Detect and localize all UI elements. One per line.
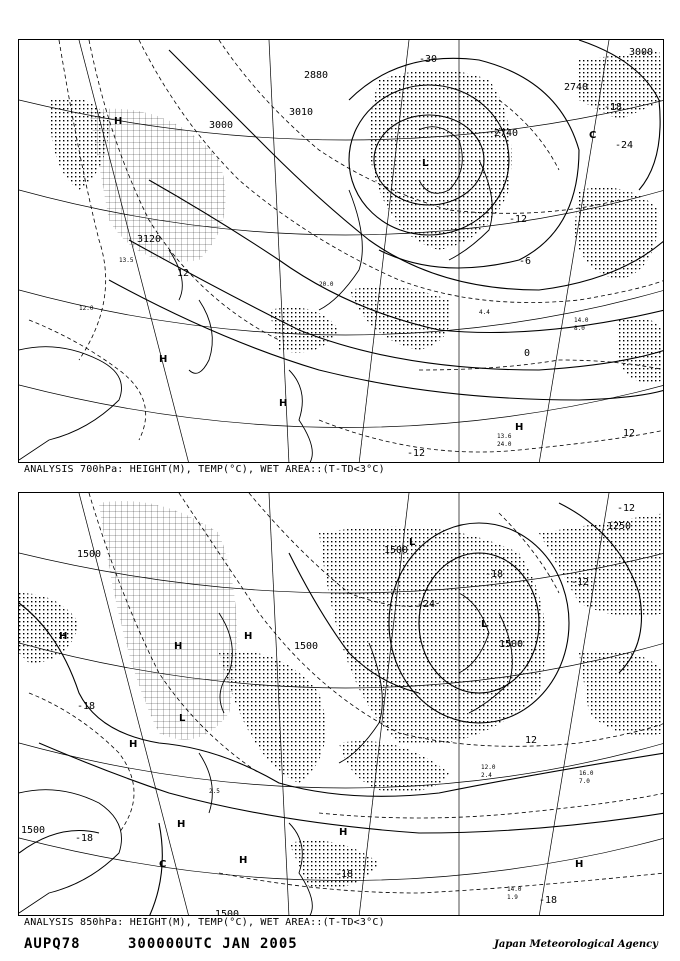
agency-name: Japan Meteorological Agency bbox=[494, 939, 658, 950]
pressure-center: H bbox=[244, 631, 253, 642]
temp-label: -12 bbox=[407, 448, 426, 459]
station-value: 8.0 bbox=[574, 325, 585, 332]
temp-label: -18 bbox=[539, 895, 558, 906]
height-label: 2740 bbox=[564, 82, 589, 93]
temp-label: -18 bbox=[335, 869, 354, 880]
map-700hpa bbox=[18, 39, 664, 463]
pressure-center: H bbox=[129, 739, 138, 750]
pressure-center: H bbox=[174, 641, 183, 652]
station-value: 2.4 bbox=[481, 772, 492, 779]
temp-label: 12 bbox=[525, 735, 538, 746]
height-label: 1250 bbox=[607, 521, 632, 532]
temp-contours-700 bbox=[29, 40, 664, 452]
valid-time: 300000UTC JAN 2005 bbox=[128, 936, 298, 952]
height-label: 3010 bbox=[289, 107, 314, 118]
station-value: 7.0 bbox=[579, 778, 590, 785]
height-label: 2880 bbox=[304, 70, 329, 81]
pressure-center: H bbox=[114, 116, 123, 127]
temp-label: -24 bbox=[615, 140, 634, 151]
height-label: 1500 bbox=[499, 639, 524, 650]
temp-label: -12 bbox=[571, 577, 590, 588]
temp-label: -24 bbox=[417, 599, 436, 610]
temp-label: 0 bbox=[524, 348, 531, 359]
pressure-center: H bbox=[575, 859, 584, 870]
temp-label: -18 bbox=[75, 833, 94, 844]
station-value: 14.0 bbox=[574, 317, 589, 324]
station-value: 2.5 bbox=[209, 788, 220, 795]
temp-label: -18 bbox=[604, 102, 623, 113]
height-label: 1500 bbox=[215, 909, 240, 917]
map-850hpa bbox=[18, 492, 664, 916]
temp-label: -12 bbox=[617, 503, 636, 514]
height-label: 3000 bbox=[209, 120, 234, 131]
pressure-center: L bbox=[409, 537, 416, 548]
height-label: 3000 bbox=[629, 47, 654, 58]
station-value: 12.0 bbox=[481, 764, 496, 771]
station-value: 12.0 bbox=[79, 305, 94, 312]
station-value: 13.5 bbox=[119, 257, 134, 264]
height-label: 1500 bbox=[77, 549, 102, 560]
pressure-center: L bbox=[422, 158, 429, 169]
station-value: 1.9 bbox=[507, 894, 518, 901]
pressure-center: H bbox=[59, 631, 68, 642]
pressure-center: H bbox=[515, 422, 524, 433]
pressure-center: H bbox=[239, 855, 248, 866]
station-value: 20.0 bbox=[319, 281, 334, 288]
temp-label: 12 bbox=[177, 268, 190, 279]
temp-label: 12 bbox=[623, 428, 636, 439]
pressure-center: C bbox=[589, 130, 597, 141]
height-label: 2740 bbox=[494, 128, 519, 139]
temp-label: -30 bbox=[419, 54, 438, 65]
height-label: 1500 bbox=[294, 641, 319, 652]
station-value: 13.6 bbox=[497, 433, 512, 440]
pressure-center: H bbox=[177, 819, 186, 830]
wet-areas-700 bbox=[49, 50, 664, 383]
temp-label: -18 bbox=[77, 701, 96, 712]
pressure-center: L bbox=[179, 713, 186, 724]
station-value: 4.4 bbox=[479, 309, 490, 316]
map-850hpa-canvas bbox=[19, 493, 664, 916]
height-label: 1500 bbox=[21, 825, 46, 836]
temp-label: -18 bbox=[485, 569, 504, 580]
map-700hpa-canvas bbox=[19, 40, 664, 463]
station-value: 16.0 bbox=[579, 770, 594, 777]
map-700hpa-caption: ANALYSIS 700hPa: HEIGHT(M), TEMP(°C), WET AREA::(T-TD<3°C) bbox=[24, 464, 385, 475]
station-value: 14.0 bbox=[507, 886, 522, 893]
pressure-center: H bbox=[339, 827, 348, 838]
height-label: 1500 bbox=[384, 545, 409, 556]
pressure-center: H bbox=[279, 398, 288, 409]
product-code: AUPQ78 bbox=[24, 936, 81, 952]
temp-label: -12 bbox=[509, 214, 528, 225]
temp-label: -6 bbox=[519, 256, 532, 267]
height-label: 3120 bbox=[137, 234, 162, 245]
station-value: 24.0 bbox=[497, 441, 512, 448]
map-850hpa-caption: ANALYSIS 850hPa: HEIGHT(M), TEMP(°C), WET AREA::(T-TD<3°C) bbox=[24, 917, 385, 928]
pressure-center: C bbox=[159, 859, 167, 870]
pressure-center: L bbox=[481, 619, 488, 630]
pressure-center: H bbox=[159, 354, 168, 365]
